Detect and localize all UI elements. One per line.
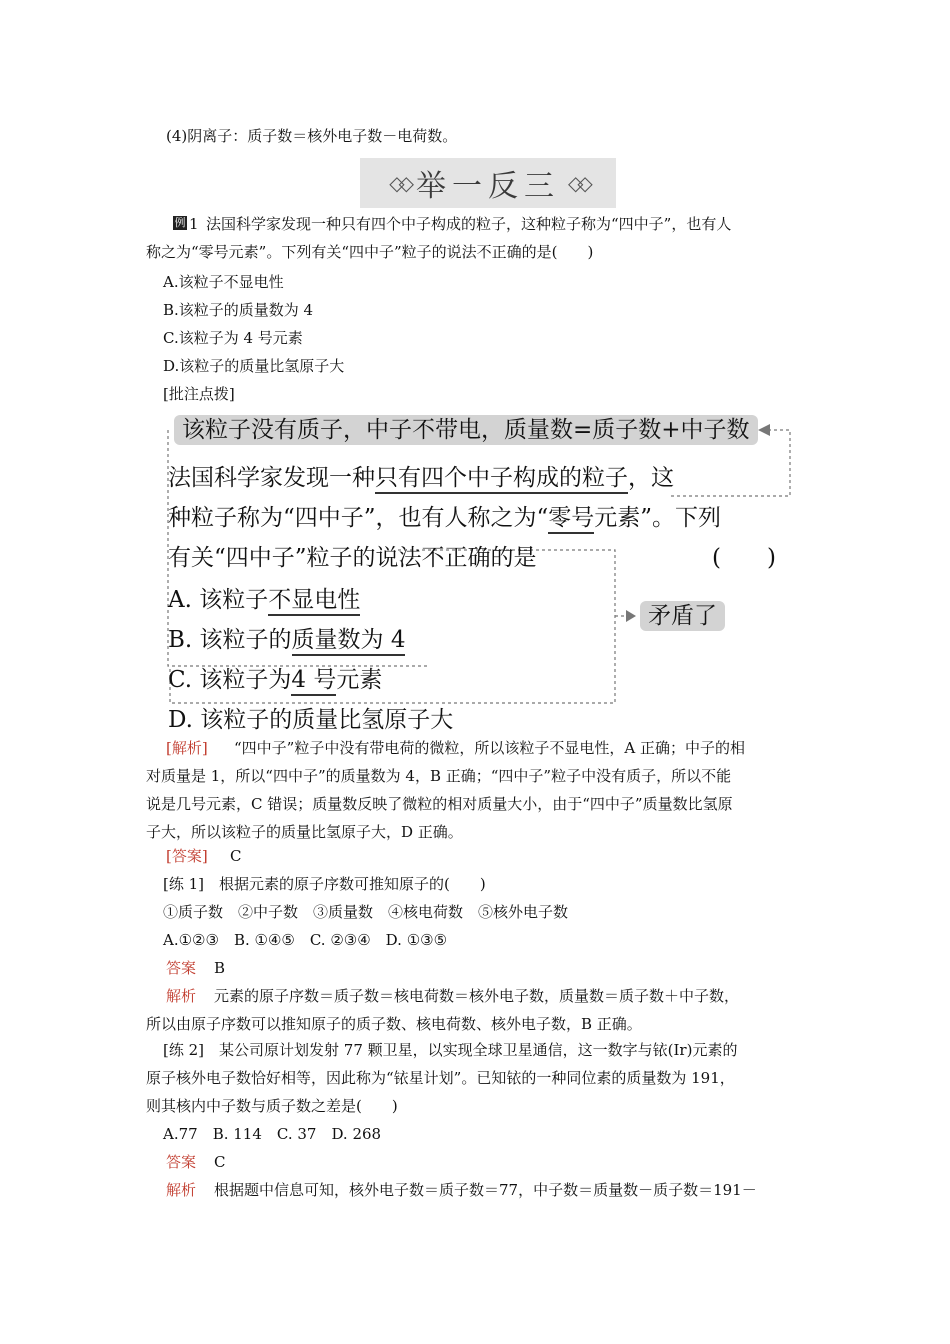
double-diamond-icon: ◇◇ xyxy=(389,171,408,195)
double-diamond-icon: ◇◇ xyxy=(568,171,587,195)
note-top: 该粒子没有质子，中子不带电，质量数=质子数+中子数 xyxy=(174,412,758,448)
figure-option-d: D. 该粒子的质量比氢原子大 xyxy=(168,707,454,733)
analysis-line1: “四中子”粒子中没有带电荷的微粒，所以该粒子不显电性，A 正确；中子的相 xyxy=(234,739,745,757)
analysis-line4: 子大，所以该粒子的质量比氢原子大，D 正确。 xyxy=(146,823,463,841)
figure-line2: 种粒子称为“四中子”，也有人称之为“零号元素”。下列 xyxy=(168,500,721,536)
practice2-answer: C xyxy=(214,1153,226,1171)
figure-option-c: C. 该粒子为4 号元素 xyxy=(168,662,382,698)
example-stem-line2: 称之为“零号元素”。下列有关“四中子”粒子的说法不正确的是( ) xyxy=(146,243,594,261)
analysis-line3: 说是几号元素，C 错误；质量数反映了微粒的相对质量大小，由于“四中子”质量数比氢原 xyxy=(146,795,733,813)
example-number: 1 xyxy=(189,215,199,233)
figure-line1: 法国科学家发现一种只有四个中子构成的粒子，这 xyxy=(168,460,674,496)
practice1-analysis-label: 解析 xyxy=(166,987,197,1005)
practice1-items: ①质子数 ②中子数 ③质量数 ④核电荷数 ⑤核外电子数 xyxy=(163,903,569,921)
example-option-c: C.该粒子为 4 号元素 xyxy=(163,329,303,347)
note-right: 矛盾了 xyxy=(640,598,725,634)
annotated-figure xyxy=(160,408,796,733)
example-label-icon: 例 xyxy=(174,216,186,229)
figure-option-a: A. 该粒子不显电性 xyxy=(168,582,360,618)
figure-paren: ( ) xyxy=(712,545,776,571)
section-banner xyxy=(360,158,616,208)
practice1-analysis-line2: 所以由原子序数可以推知原子的质子数、核电荷数、核外电子数，B 正确。 xyxy=(146,1015,642,1033)
example-option-b: B.该粒子的质量数为 4 xyxy=(163,301,314,319)
figure-option-b: B. 该粒子的质量数为 4 xyxy=(168,622,405,658)
practice1-analysis-line1: 元素的原子序数＝质子数＝核电荷数＝核外电子数，质量数＝质子数＋中子数， xyxy=(214,987,740,1005)
practice2-answer-label: 答案 xyxy=(166,1153,197,1171)
practice1-answer: B xyxy=(214,959,226,977)
practice2-options: A.77 B. 114 C. 37 D. 268 xyxy=(163,1125,382,1143)
example-stem-line1: 法国科学家发现一种只有四个中子构成的粒子，这种粒子称为“四中子”，也有人 xyxy=(206,215,732,233)
example-option-a: A.该粒子不显电性 xyxy=(163,273,284,291)
answer-value: C xyxy=(230,847,242,865)
analysis-label: [解析] xyxy=(166,739,208,757)
practice2-line2: 原子核外电子数恰好相等，因此称为“铱星计划”。已知铱的一种同位素的质量数为 191， xyxy=(146,1069,735,1087)
practice2-analysis-line1: 根据题中信息可知，核外电子数＝质子数＝77，中子数＝质量数－质子数＝191－ xyxy=(214,1181,757,1199)
practice1-options: A.①②③ B. ①④⑤ C. ②③④ D. ①③⑤ xyxy=(163,931,448,949)
practice2-analysis-label: 解析 xyxy=(166,1181,197,1199)
figure-line3: 有关“四中子”粒子的说法不正确的是 xyxy=(168,545,537,571)
example-option-d: D.该粒子的质量比氢原子大 xyxy=(163,357,345,375)
practice2-line1: [练 2] 某公司原计划发射 77 颗卫星，以实现全球卫星通信，这一数字与铱(Ir)元素的 xyxy=(163,1041,738,1059)
annotation-label: [批注点拨] xyxy=(163,385,235,403)
answer-label: [答案] xyxy=(166,847,208,865)
practice2-line3: 则其核内中子数与质子数之差是( ) xyxy=(146,1097,398,1115)
practice1-stem: [练 1] 根据元素的原子序数可推知原子的( ) xyxy=(163,875,486,893)
analysis-line2: 对质量是 1，所以“四中子”的质量数为 4，B 正确；“四中子”粒子中没有质子，所以不能 xyxy=(146,767,732,785)
practice1-answer-label: 答案 xyxy=(166,959,197,977)
banner-title: 举一反三 xyxy=(416,169,560,204)
top-line: (4)阴离子：质子数＝核外电子数－电荷数。 xyxy=(166,127,458,145)
